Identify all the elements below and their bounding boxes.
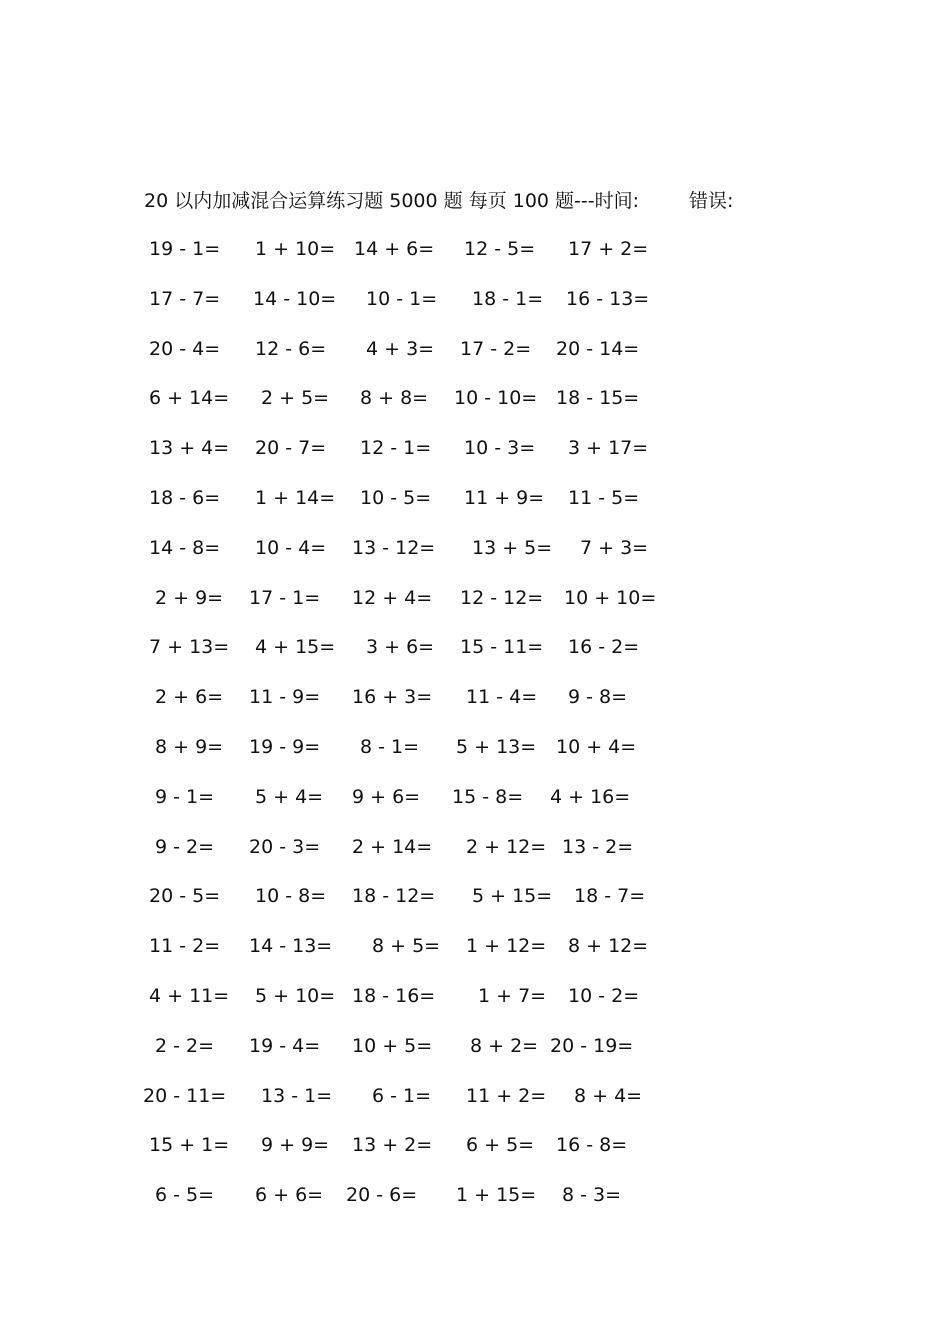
problem-row: [143, 383, 703, 433]
problem-cell: 1 + 7=: [478, 984, 547, 1007]
problem-row: [143, 234, 703, 284]
problem-cell: 16 + 3=: [352, 686, 433, 709]
problem-row: [143, 632, 703, 682]
problem-cell: 8 + 5=: [372, 935, 441, 958]
problem-cell: 11 - 5=: [568, 486, 640, 509]
problem-row: [143, 483, 703, 533]
problem-cell: 13 + 4=: [149, 437, 230, 460]
problem-cell: 20 - 14=: [556, 337, 640, 360]
problem-cell: 7 + 13=: [149, 636, 230, 659]
problem-cell: 12 - 1=: [360, 437, 432, 460]
problem-cell: 14 - 13=: [249, 935, 333, 958]
problem-cell: 15 - 11=: [460, 636, 544, 659]
problem-cell: 19 - 9=: [249, 735, 321, 758]
problem-cell: 20 - 6=: [346, 1184, 418, 1207]
problem-row: [143, 433, 703, 483]
problem-cell: 8 + 8=: [360, 387, 429, 410]
problem-cell: 1 + 12=: [466, 935, 547, 958]
problem-cell: 16 - 8=: [556, 1134, 628, 1157]
problem-cell: 5 + 10=: [255, 984, 336, 1007]
problem-cell: 17 - 7=: [149, 287, 221, 310]
problem-cell: 19 - 4=: [249, 1034, 321, 1057]
errors-label: 错误:: [689, 190, 734, 212]
problem-cell: 10 - 10=: [454, 387, 538, 410]
problem-cell: 9 - 1=: [155, 785, 215, 808]
problem-row: [143, 1081, 703, 1131]
problem-cell: 14 - 10=: [253, 287, 337, 310]
problem-cell: 17 + 2=: [568, 238, 649, 260]
problem-cell: 2 + 6=: [155, 686, 224, 709]
problem-cell: 18 - 15=: [556, 387, 640, 410]
problem-row: [143, 931, 703, 981]
problem-row: [143, 782, 703, 832]
problem-cell: 11 - 4=: [466, 686, 538, 709]
problem-cell: 5 + 13=: [456, 735, 537, 758]
problem-cell: 1 + 14=: [255, 486, 336, 509]
problem-row: [143, 1180, 703, 1230]
problem-row: [143, 881, 703, 931]
problem-row: [143, 533, 703, 583]
problem-row: [143, 284, 703, 334]
problem-cell: 11 + 2=: [466, 1084, 547, 1107]
problem-grid: [143, 234, 703, 1224]
problem-cell: 1 + 15=: [456, 1184, 537, 1207]
problem-cell: 18 - 6=: [149, 486, 221, 509]
problem-cell: 20 - 11=: [143, 1084, 227, 1107]
problem-cell: 6 + 14=: [149, 387, 230, 410]
problem-cell: 9 + 9=: [261, 1134, 330, 1157]
problem-cell: 6 - 5=: [155, 1184, 215, 1207]
problem-cell: 10 + 10=: [564, 586, 657, 609]
problem-cell: 12 - 5=: [464, 238, 536, 260]
problem-cell: 6 - 1=: [372, 1084, 432, 1107]
problem-cell: 14 - 8=: [149, 536, 221, 559]
problem-cell: 10 + 4=: [556, 735, 637, 758]
problem-cell: 18 - 1=: [472, 287, 544, 310]
problem-cell: 18 - 7=: [574, 885, 646, 908]
problem-cell: 10 - 5=: [360, 486, 432, 509]
problem-cell: 20 - 19=: [550, 1034, 634, 1057]
problem-cell: 2 + 9=: [155, 586, 224, 609]
problem-cell: 12 - 6=: [255, 337, 327, 360]
problem-cell: 20 - 3=: [249, 835, 321, 858]
problem-cell: 9 - 2=: [155, 835, 215, 858]
problem-cell: 3 + 17=: [568, 437, 649, 460]
problem-cell: 18 - 12=: [352, 885, 436, 908]
problem-cell: 13 + 5=: [472, 536, 553, 559]
problem-row: [143, 832, 703, 882]
problem-row: [143, 1031, 703, 1081]
problem-cell: 10 - 4=: [255, 536, 327, 559]
problem-cell: 13 - 1=: [261, 1084, 333, 1107]
problem-row: [143, 732, 703, 782]
worksheet-title: 20 以内加减混合运算练习题 5000 题 每页 100 题---时间:: [144, 190, 640, 212]
problem-cell: 13 + 2=: [352, 1134, 433, 1157]
problem-cell: 11 + 9=: [464, 486, 545, 509]
problem-cell: 2 + 12=: [466, 835, 547, 858]
problem-cell: 17 - 1=: [249, 586, 321, 609]
problem-cell: 19 - 1=: [149, 238, 221, 260]
problem-cell: 12 + 4=: [352, 586, 433, 609]
problem-cell: 2 + 5=: [261, 387, 330, 410]
problem-cell: 4 + 15=: [255, 636, 336, 659]
problem-cell: 10 - 3=: [464, 437, 536, 460]
problem-cell: 11 - 2=: [149, 935, 221, 958]
problem-cell: 10 - 2=: [568, 984, 640, 1007]
problem-cell: 2 - 2=: [155, 1034, 215, 1057]
problem-cell: 4 + 16=: [550, 785, 631, 808]
problem-row: [143, 981, 703, 1031]
problem-cell: 10 + 5=: [352, 1034, 433, 1057]
problem-cell: 9 + 6=: [352, 785, 421, 808]
problem-cell: 14 + 6=: [354, 238, 435, 260]
problem-row: [143, 1130, 703, 1180]
problem-cell: 8 + 2=: [470, 1034, 539, 1057]
problem-cell: 11 - 9=: [249, 686, 321, 709]
problem-cell: 18 - 16=: [352, 984, 436, 1007]
problem-cell: 15 - 8=: [452, 785, 524, 808]
problem-cell: 20 - 7=: [255, 437, 327, 460]
problem-cell: 8 - 1=: [360, 735, 420, 758]
problem-row: [143, 334, 703, 384]
problem-cell: 9 - 8=: [568, 686, 628, 709]
problem-cell: 6 + 6=: [255, 1184, 324, 1207]
problem-cell: 4 + 3=: [366, 337, 435, 360]
worksheet-header: [144, 186, 784, 216]
problem-cell: 5 + 15=: [472, 885, 553, 908]
problem-cell: 3 + 6=: [366, 636, 435, 659]
problem-cell: 10 - 1=: [366, 287, 438, 310]
problem-cell: 1 + 10=: [255, 238, 336, 260]
problem-cell: 8 + 12=: [568, 935, 649, 958]
problem-cell: 15 + 1=: [149, 1134, 230, 1157]
problem-cell: 17 - 2=: [460, 337, 532, 360]
problem-cell: 13 - 2=: [562, 835, 634, 858]
problem-cell: 4 + 11=: [149, 984, 230, 1007]
problem-cell: 8 - 3=: [562, 1184, 622, 1207]
problem-cell: 10 - 8=: [255, 885, 327, 908]
problem-cell: 8 + 9=: [155, 735, 224, 758]
problem-row: [143, 583, 703, 633]
problem-row: [143, 682, 703, 732]
problem-cell: 20 - 5=: [149, 885, 221, 908]
problem-cell: 6 + 5=: [466, 1134, 535, 1157]
problem-cell: 5 + 4=: [255, 785, 324, 808]
problem-cell: 13 - 12=: [352, 536, 436, 559]
problem-cell: 7 + 3=: [580, 536, 649, 559]
problem-cell: 16 - 2=: [568, 636, 640, 659]
problem-cell: 8 + 4=: [574, 1084, 643, 1107]
problem-cell: 2 + 14=: [352, 835, 433, 858]
problem-cell: 20 - 4=: [149, 337, 221, 360]
problem-cell: 12 - 12=: [460, 586, 544, 609]
problem-cell: 16 - 13=: [566, 287, 650, 310]
